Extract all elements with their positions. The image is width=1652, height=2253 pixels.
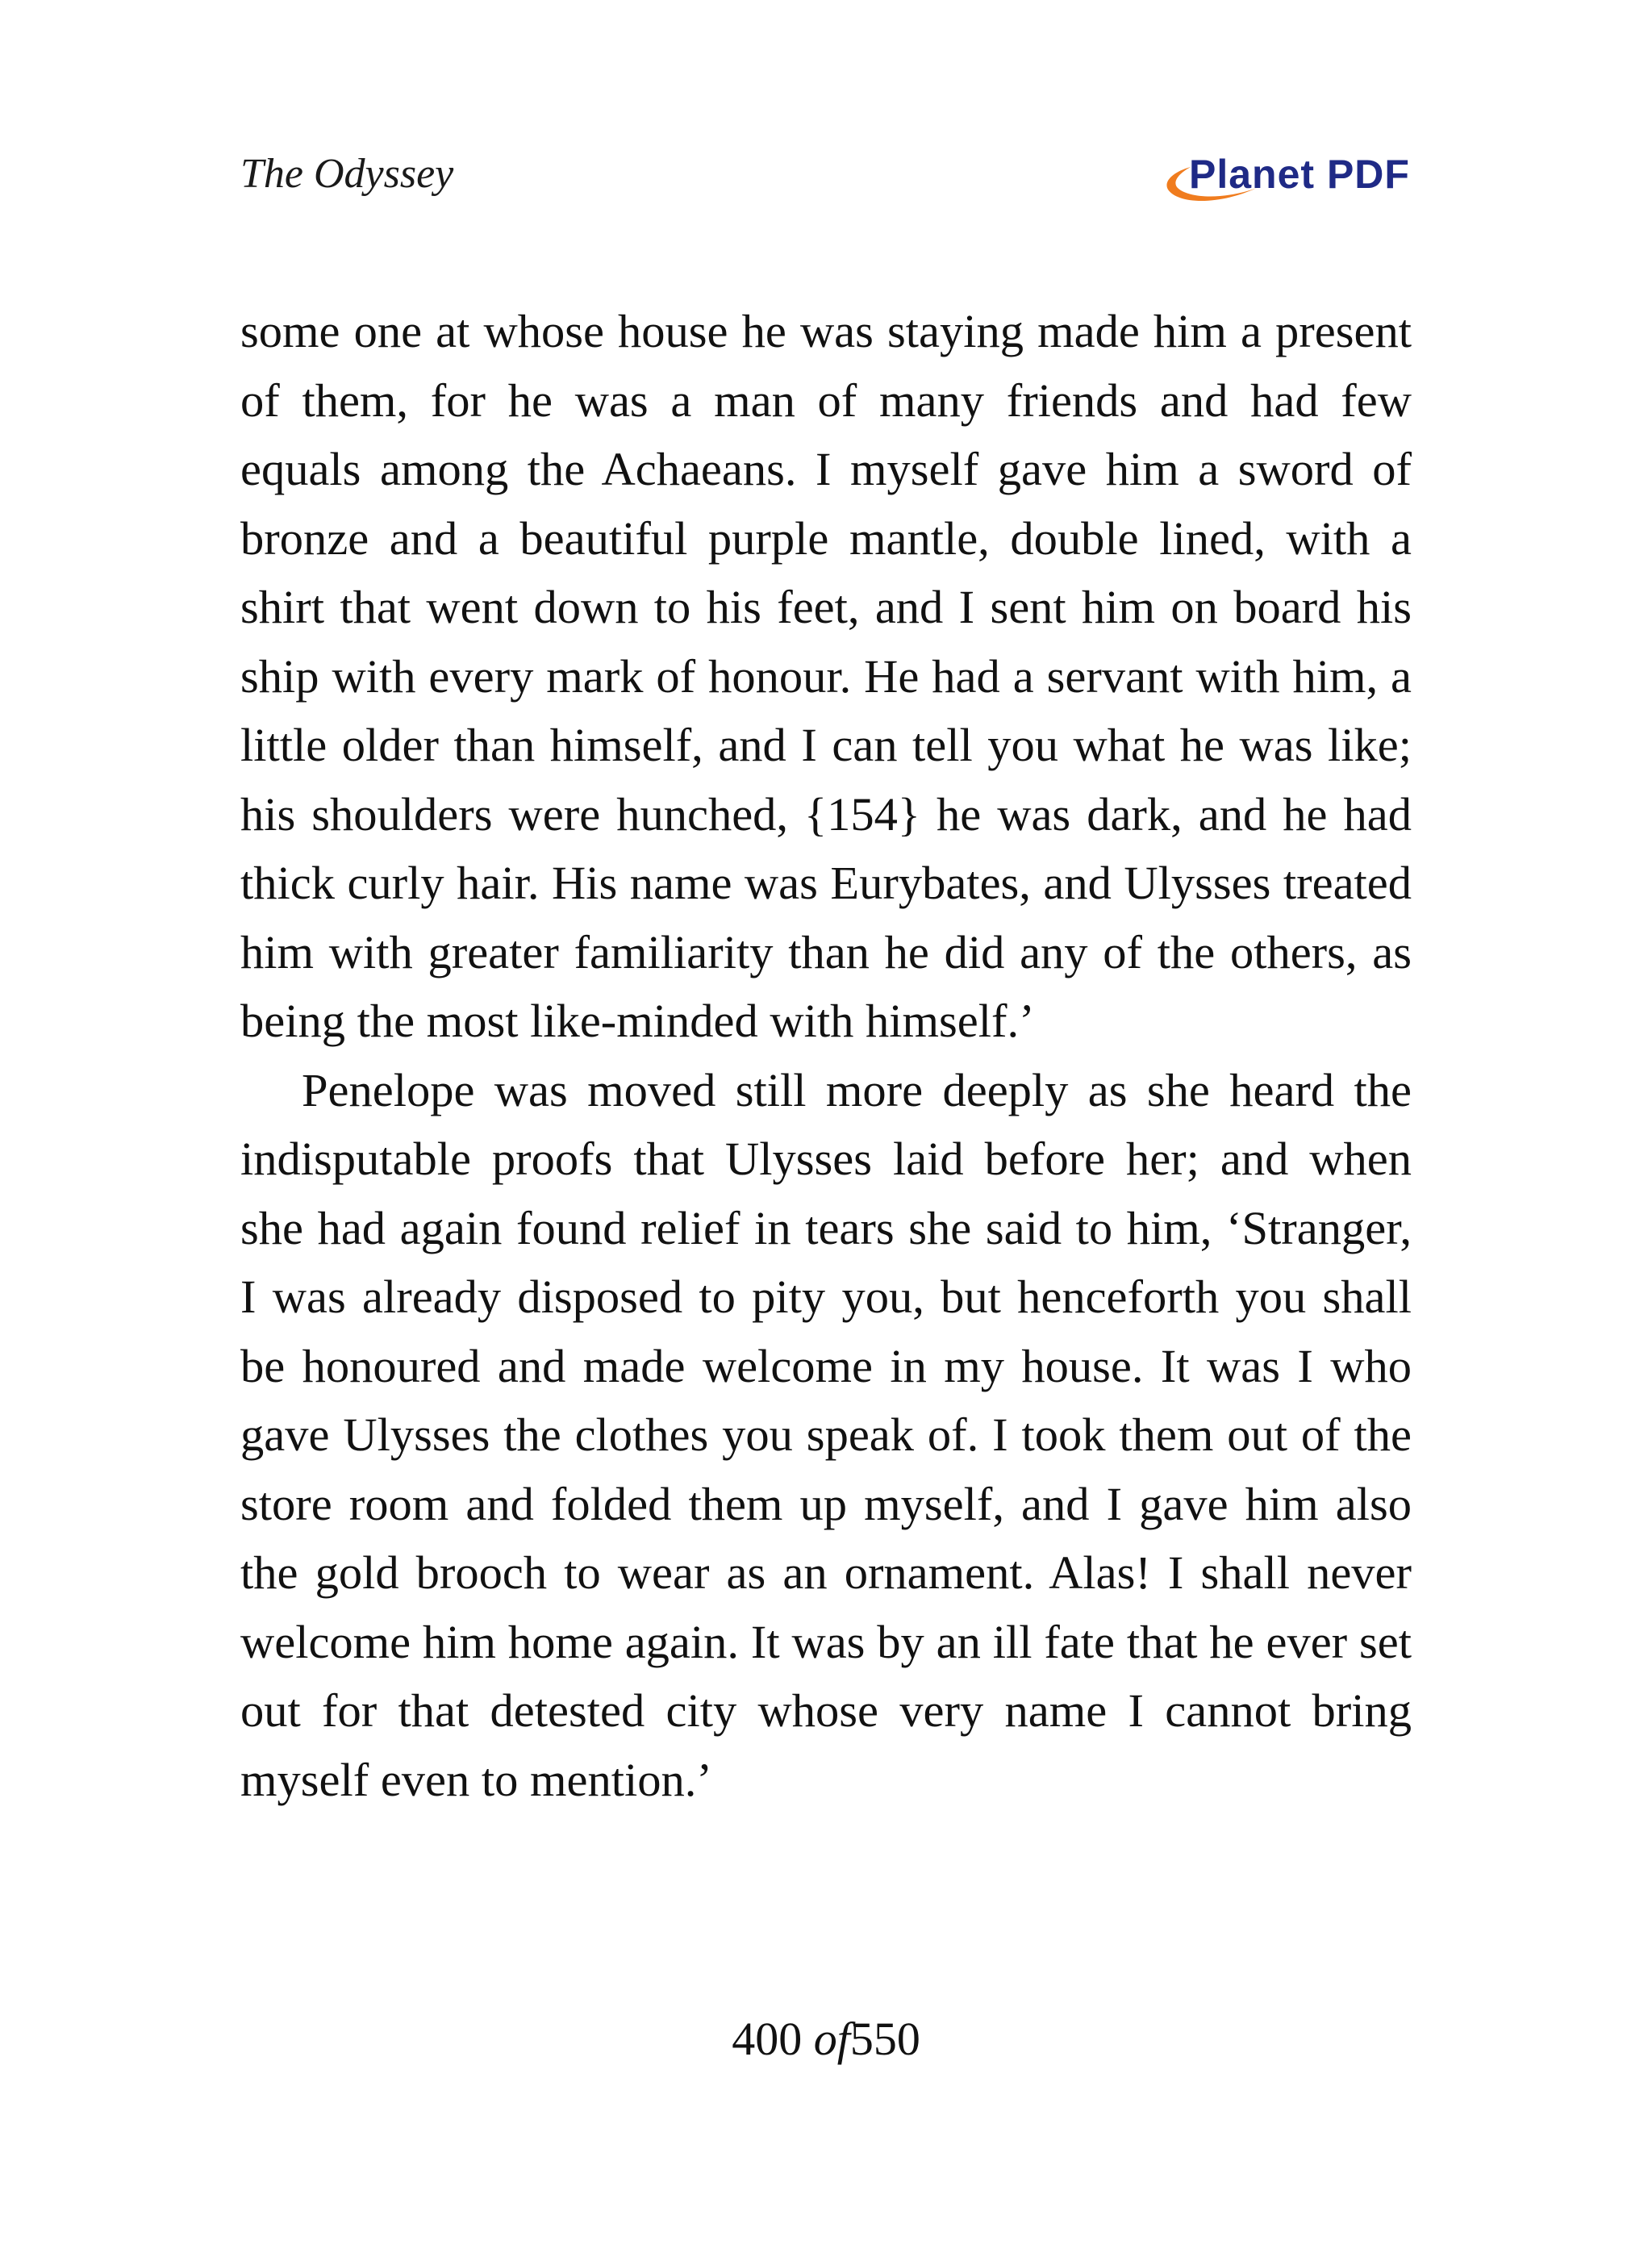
body-text bbox=[240, 297, 1412, 1814]
page-number bbox=[0, 2012, 1652, 2066]
book-title: The Odyssey bbox=[240, 151, 454, 197]
brand-name: Planet PDF bbox=[1189, 152, 1410, 197]
total-pages: 550 bbox=[849, 2013, 920, 2065]
paragraph-2: Penelope was moved still more deeply as she heard the indisputable proofs that Ulysses laid before her; and when she had again found relief in tears she said to him, ‘Stranger, I was already disposed to pity you, but henceforth you shall be honoured and made welcome in my house. It was I who gave Ulysses the clothes you speak of. I took them out of the store room and folded them up myself, and I gave him also the gold brooch to wear as an ornament. Alas! I shall never welcome him home again. It was by an ill fate that he ever set out for that detested city whose very name I cannot bring myself even to mention.’ bbox=[240, 1063, 1412, 1806]
current-page: 400 bbox=[732, 2013, 803, 2065]
of-label: of bbox=[813, 2013, 850, 2065]
paragraph-1: some one at whose house he was staying made him a present of them, for he was a man of many friends and had few equals among the Achaeans. I myself gave him a sword of bronze and a beautiful purple mantle, double lined, with a shirt that went down to his feet, and I sent him on board his ship with every mark of honour. He had a servant with him, a little older than himself, and I can tell you what he was like; his shoulders were hunched, {154} he was dark, and he had thick curly hair. His name was Eurybates, and Ulysses treated him with greater familiarity than he did any of the others, as being the most like-minded with himself.’ bbox=[240, 305, 1412, 1047]
planet-pdf-logo bbox=[1162, 148, 1420, 212]
